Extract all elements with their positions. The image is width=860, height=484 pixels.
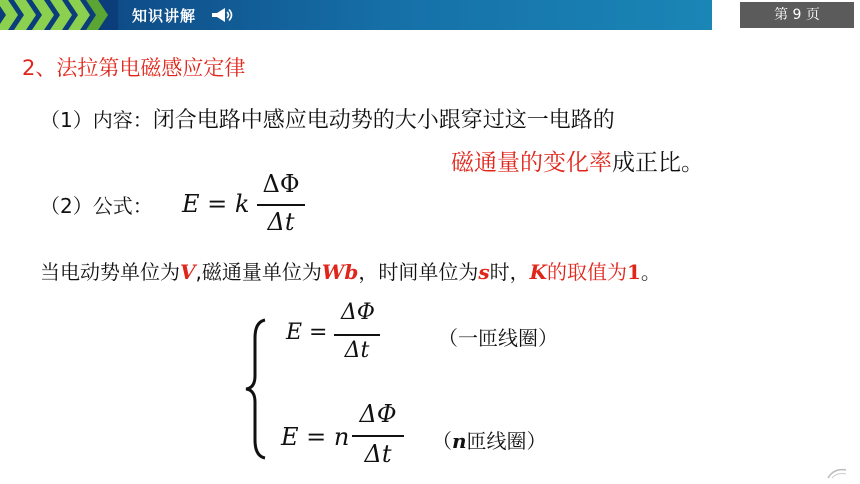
formula-main-lhs: E = k	[182, 190, 250, 218]
unit-wb: Wb	[321, 260, 359, 284]
item1-end: 成正比。	[612, 150, 704, 176]
item2-label: （2）公式：	[40, 194, 153, 218]
formula-n-denominator: Δt	[364, 440, 392, 468]
item1-text: 闭合电路中感应电动势的大小跟穿过这一电路的	[152, 108, 615, 133]
note-text: 时，	[489, 260, 530, 284]
highlight-term: 磁通量的变化率	[451, 150, 612, 176]
header-bar	[0, 0, 712, 30]
single-coil-note: （一匝线圈）	[438, 326, 558, 350]
note-text: 匝线圈）	[466, 429, 547, 453]
formula-n-numerator: ΔΦ	[359, 400, 397, 428]
content-line	[40, 103, 615, 134]
note-text: ,磁通量单位为	[195, 260, 322, 284]
formula-main-numerator: ΔΦ	[262, 170, 300, 198]
chevron-stripe-icon	[0, 0, 118, 30]
section-title: 知识讲解	[132, 7, 197, 25]
section-heading: 2、法拉第电磁感应定律	[22, 56, 246, 80]
note-text: 的取值为	[547, 260, 627, 284]
left-brace	[243, 318, 271, 460]
content-line-continued	[451, 144, 704, 177]
note-text: ，时间单位为	[358, 260, 479, 284]
unit-note	[40, 256, 661, 285]
note-paren: （	[432, 429, 452, 453]
fraction-bar	[257, 204, 305, 206]
formula-single-denominator: Δt	[344, 338, 370, 363]
formula-n-lhs: E = n	[281, 423, 350, 451]
item1-label: （1）内容：	[40, 108, 153, 132]
speaker-icon[interactable]	[210, 6, 234, 24]
fraction-bar	[334, 334, 380, 336]
n-coil-note	[432, 425, 547, 454]
fraction-bar	[352, 435, 404, 437]
unit-v: V	[180, 260, 196, 284]
note-text: 当电动势单位为	[40, 260, 180, 284]
formula-single-lhs: E =	[286, 320, 328, 345]
value-one: 1	[627, 260, 641, 284]
constant-k: K	[529, 260, 547, 284]
formula-main-denominator: Δt	[267, 208, 295, 236]
page-number-badge: 第 9 页	[740, 2, 854, 28]
note-n: n	[452, 429, 467, 453]
unit-s: s	[478, 260, 490, 284]
formula-single-numerator: ΔΦ	[341, 300, 375, 325]
note-text: 。	[640, 260, 661, 284]
page-curl-icon	[826, 466, 848, 480]
